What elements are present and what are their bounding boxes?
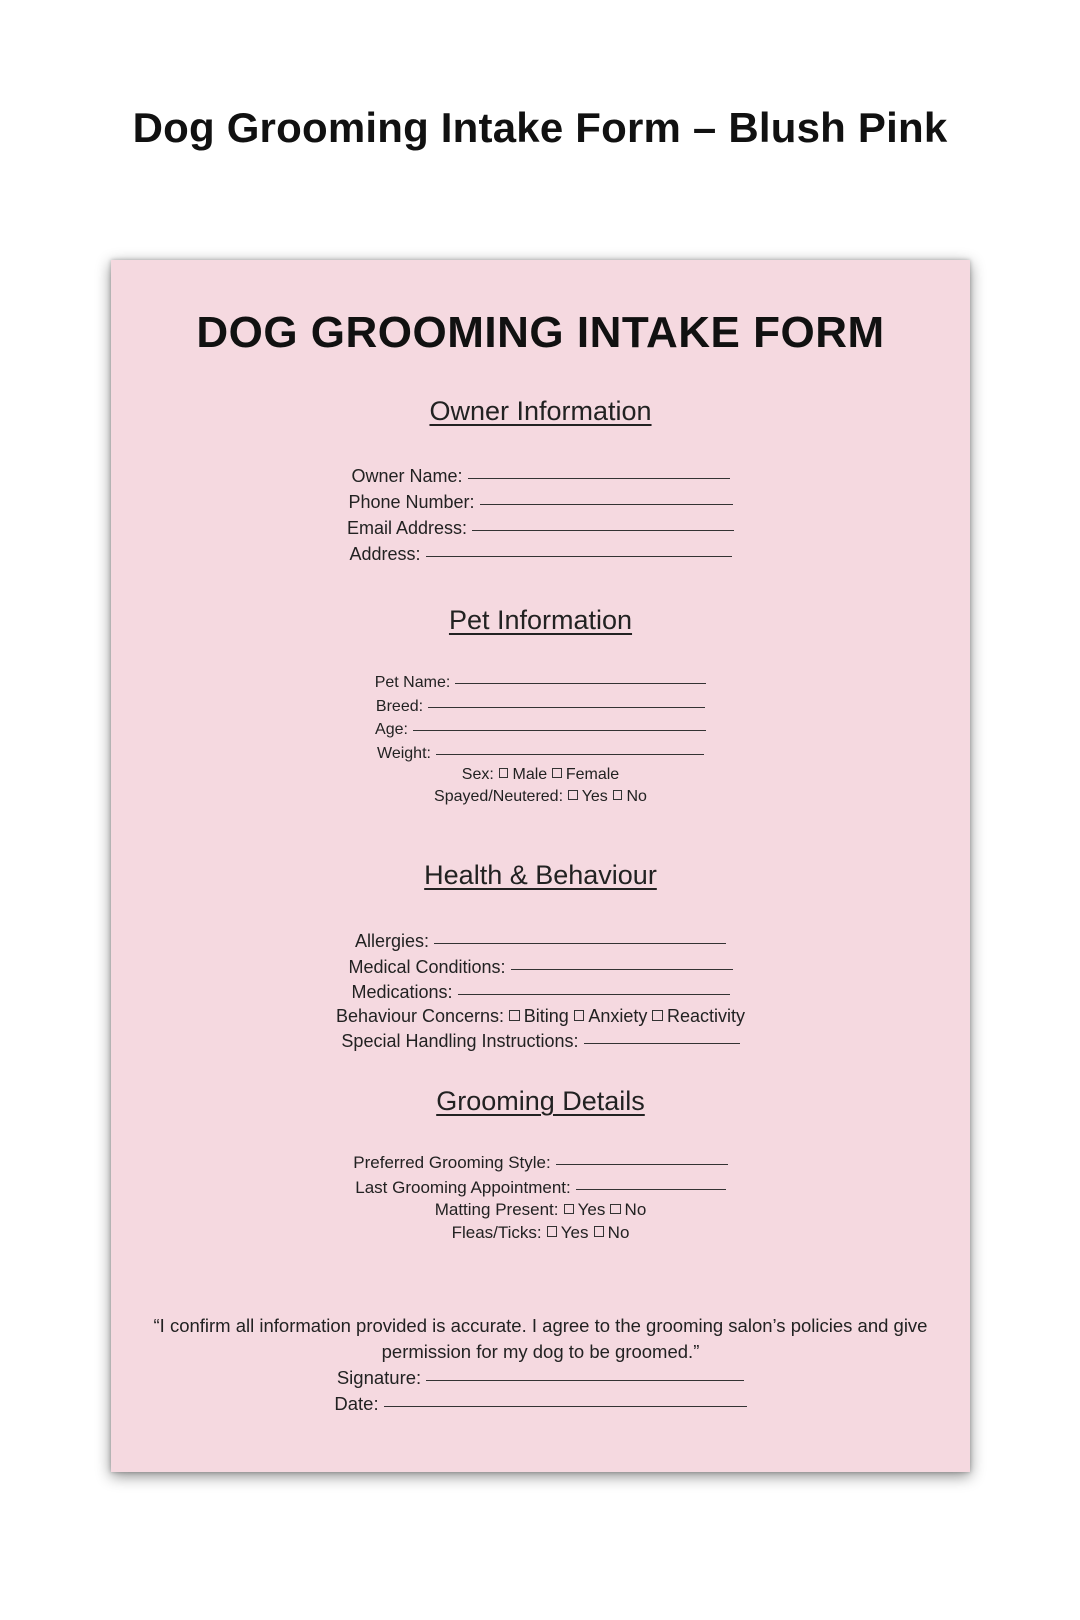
matting-no-option: No — [624, 1200, 647, 1219]
sex-female-checkbox[interactable] — [552, 768, 562, 778]
section-heading-owner: Owner Information — [429, 396, 652, 426]
email-address-label: Email Address: — [346, 518, 468, 538]
owner-name-label: Owner Name: — [351, 466, 463, 486]
spayed-neutered-label: Spayed/Neutered: — [434, 787, 564, 805]
address-label: Address: — [349, 544, 421, 564]
pet-name-line[interactable] — [455, 667, 706, 684]
intake-form-sheet — [111, 260, 970, 1472]
matting-yes-checkbox[interactable] — [564, 1204, 574, 1214]
date-label: Date: — [334, 1392, 379, 1414]
consent-section — [111, 1313, 970, 1416]
preferred-style-field[interactable] — [111, 1150, 970, 1175]
owner-fields — [111, 463, 970, 567]
breed-line[interactable] — [428, 691, 705, 708]
fleas-no-checkbox[interactable] — [594, 1226, 604, 1236]
sex-male-checkbox[interactable] — [499, 768, 509, 778]
form-title: DOG GROOMING INTAKE FORM — [196, 308, 885, 357]
allergies-line[interactable] — [434, 925, 726, 944]
signature-label: Signature: — [336, 1366, 422, 1388]
allergies-label: Allergies: — [354, 931, 430, 951]
sex-female-option: Female — [565, 766, 620, 783]
consent-statement: “I confirm all information provided is accurate. I agree to the grooming salon’s policies and give permission for my dog to be groomed.” — [153, 1315, 928, 1362]
spayed-no-option: No — [626, 787, 647, 805]
email-address-line[interactable] — [472, 512, 734, 531]
pet-fields — [111, 670, 970, 807]
medical-conditions-label: Medical Conditions: — [348, 956, 506, 977]
behaviour-concerns-field — [111, 1005, 970, 1029]
age-label: Age: — [375, 721, 408, 738]
behaviour-biting-checkbox[interactable] — [509, 1010, 520, 1021]
section-heading-grooming: Grooming Details — [436, 1086, 645, 1116]
last-appointment-field[interactable] — [111, 1175, 970, 1200]
behaviour-reactivity-option: Reactivity — [667, 1005, 746, 1026]
last-appointment-label: Last Grooming Appointment: — [355, 1177, 571, 1197]
sex-male-option: Male — [512, 766, 548, 783]
behaviour-biting-option: Biting — [523, 1005, 569, 1026]
matting-yes-option: Yes — [577, 1200, 606, 1219]
page-caption: Dog Grooming Intake Form – Blush Pink — [132, 104, 948, 151]
medications-line[interactable] — [458, 976, 730, 995]
address-field[interactable] — [111, 541, 970, 567]
preferred-style-line[interactable] — [556, 1147, 728, 1165]
behaviour-reactivity-checkbox[interactable] — [652, 1010, 663, 1021]
matting-no-checkbox[interactable] — [610, 1204, 620, 1214]
spayed-neutered-field — [111, 786, 970, 808]
last-appointment-line[interactable] — [576, 1172, 726, 1190]
phone-number-line[interactable] — [480, 486, 733, 505]
section-heading-pet: Pet Information — [448, 605, 633, 635]
spayed-no-checkbox[interactable] — [613, 790, 623, 800]
section-heading-health: Health & Behaviour — [424, 860, 657, 890]
age-line[interactable] — [413, 714, 706, 731]
weight-field[interactable] — [111, 741, 970, 765]
weight-label: Weight: — [377, 744, 431, 762]
date-line[interactable] — [384, 1387, 747, 1407]
weight-line[interactable] — [436, 738, 704, 755]
fleas-yes-option: Yes — [560, 1222, 589, 1242]
grooming-fields — [111, 1150, 970, 1244]
behaviour-anxiety-option: Anxiety — [588, 1005, 648, 1026]
matting-label: Matting Present: — [434, 1200, 559, 1219]
medications-label: Medications: — [351, 982, 453, 1002]
pet-name-label: Pet Name: — [374, 674, 451, 691]
sex-label: Sex: — [461, 766, 494, 783]
special-handling-line[interactable] — [584, 1025, 740, 1044]
spayed-yes-option: Yes — [581, 787, 608, 805]
fleas-yes-checkbox[interactable] — [547, 1226, 557, 1236]
sex-field — [111, 764, 970, 786]
breed-label: Breed: — [375, 697, 424, 715]
address-line[interactable] — [426, 538, 732, 557]
behaviour-concerns-label: Behaviour Concerns: — [335, 1005, 505, 1026]
health-fields — [111, 928, 970, 1054]
phone-number-label: Phone Number: — [348, 492, 475, 512]
behaviour-anxiety-checkbox[interactable] — [574, 1010, 585, 1021]
matting-field — [111, 1199, 970, 1222]
fleas-no-option: No — [607, 1222, 630, 1242]
signature-line[interactable] — [426, 1361, 744, 1381]
fleas-ticks-field — [111, 1222, 970, 1245]
owner-name-line[interactable] — [468, 460, 730, 479]
spayed-yes-checkbox[interactable] — [568, 790, 578, 800]
preferred-style-label: Preferred Grooming Style: — [353, 1153, 551, 1172]
fleas-ticks-label: Fleas/Ticks: — [451, 1222, 542, 1242]
medical-conditions-line[interactable] — [511, 951, 733, 970]
special-handling-field[interactable] — [111, 1028, 970, 1054]
special-handling-label: Special Handling Instructions: — [341, 1031, 579, 1051]
date-field[interactable] — [111, 1390, 970, 1416]
medications-field[interactable] — [111, 979, 970, 1005]
